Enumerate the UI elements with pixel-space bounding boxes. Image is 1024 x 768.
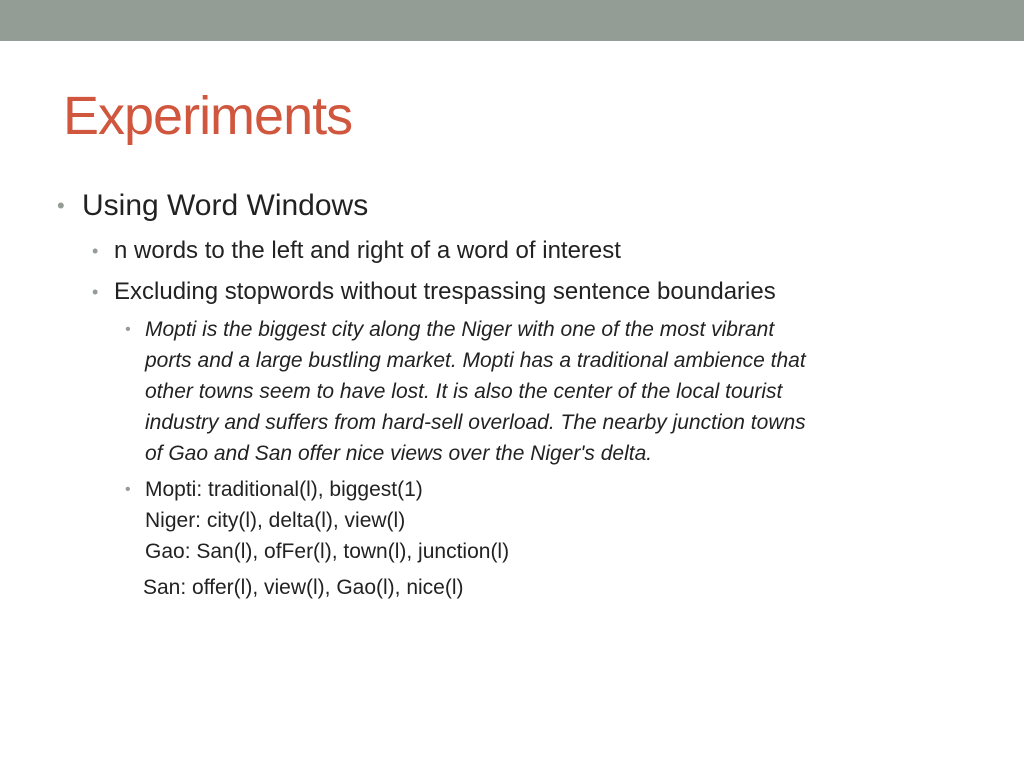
bullet-text: Using Word Windows [82,189,369,222]
bullet-dot-icon: • [125,321,131,338]
bullet-dot-icon: • [92,241,99,261]
bullet-dot-icon: • [57,193,65,218]
bullet-dot-icon: • [125,481,131,498]
bullet-n-words [92,236,621,266]
bullet-dot-icon: • [92,282,99,302]
paragraph-line: Mopti is the biggest city along the Niger with one of the most vibrant [145,318,775,341]
bullet-text: Excluding stopwords without trespassing sentence boundaries [114,278,776,305]
bullet-word-window-results [125,474,510,567]
bullet-using-word-windows [57,188,369,224]
result-line: Gao: San(l), ofFer(l), town(l), junction(l) [145,540,510,563]
paragraph-line: industry and suffers from hard-sell overload. The nearby junction towns [145,411,806,434]
bullet-example-paragraph [125,314,806,469]
slide-title: Experiments [63,86,353,146]
bullet-excluding-stopwords [92,277,776,307]
result-line: Mopti: traditional(l), biggest(1) [145,478,423,501]
paragraph-line: of Gao and San offer nice views over the Niger's delta. [145,442,653,465]
bullet-text: n words to the left and right of a word of interest [114,237,621,264]
result-line: Niger: city(l), delta(l), view(l) [145,509,406,532]
paragraph-line: other towns seem to have lost. It is also the center of the local tourist [145,380,783,403]
paragraph-line: ports and a large bustling market. Mopti has a traditional ambience that [145,349,806,372]
result-line-san: San: offer(l), view(l), Gao(l), nice(l) [143,576,464,599]
